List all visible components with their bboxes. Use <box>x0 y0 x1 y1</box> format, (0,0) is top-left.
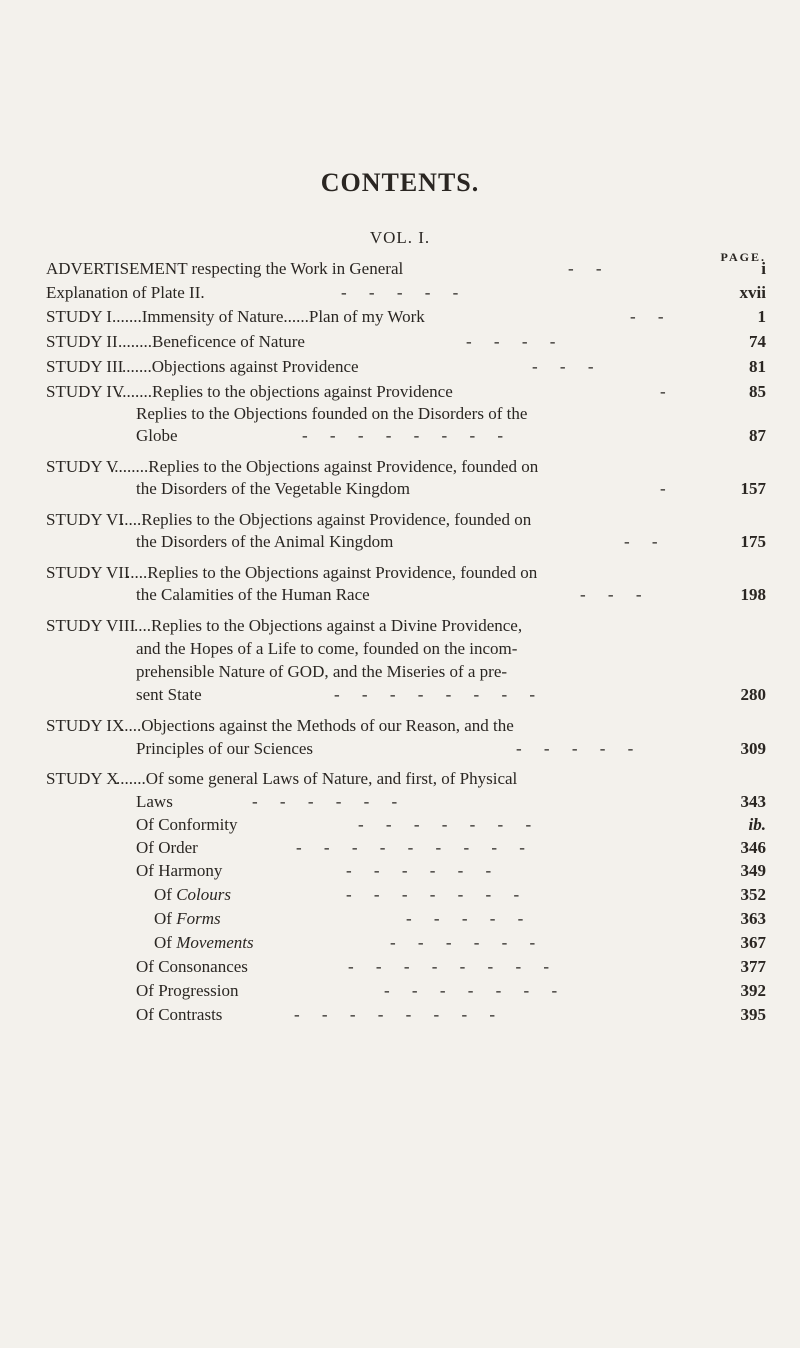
subentry-label <box>154 932 254 953</box>
study-number: STUDY V <box>46 457 119 476</box>
leader-dots: - - - - - - <box>390 933 545 952</box>
subentry-label: Of Contrasts <box>136 1005 223 1024</box>
toc-entry-study-6 <box>46 509 766 555</box>
toc-page-number: ib. <box>748 815 766 834</box>
leader-dots: - - - - <box>466 332 565 351</box>
subentry-prefix: Of <box>154 933 177 952</box>
toc-page-number: 175 <box>740 532 766 551</box>
toc-page-number: 198 <box>740 585 766 604</box>
leader-dots: - <box>660 382 675 401</box>
subentry-label <box>154 884 231 905</box>
leader-dots: - - - - - - - <box>384 981 567 1000</box>
leader-dots: - - - - - - <box>346 861 501 880</box>
entry-line: Globe <box>136 426 178 445</box>
leader-dots: - - <box>568 259 611 278</box>
entry-line: prehensible Nature of GOD, and the Miseries of a pre- <box>136 662 508 681</box>
toc-entry-study-7 <box>46 562 766 608</box>
toc-entry-study-8 <box>46 615 766 707</box>
toc-page-number: 363 <box>740 909 766 928</box>
toc-page-number: 343 <box>740 792 766 811</box>
entry-line: sent State <box>136 685 202 704</box>
leader-dots: - - <box>624 532 667 551</box>
study-number: STUDY IX <box>46 716 125 735</box>
study-number: STUDY II <box>46 332 118 351</box>
subentry-label <box>154 908 221 929</box>
toc-page-number: 352 <box>740 885 766 904</box>
study-title: .....Objections against the Methods of our Reason, and the <box>120 716 514 735</box>
study-number: STUDY X <box>46 769 119 788</box>
leader-dots: - - - - - <box>516 739 643 758</box>
toc-entry-study-10 <box>46 768 766 814</box>
study-title: .......Of some general Laws of Nature, and first, of Physical <box>116 769 518 788</box>
study-number: STUDY VII <box>46 563 130 582</box>
toc-page-number: 81 <box>749 357 766 376</box>
leader-dots: - - - - - - - - <box>334 685 545 704</box>
leader-dots: - - - - - - - <box>346 885 529 904</box>
toc-page-number: 280 <box>740 685 766 704</box>
entry-line: the Calamities of the Human Race <box>136 585 370 604</box>
toc-entry-study-9 <box>46 715 766 761</box>
toc-page-number: xvii <box>739 283 766 302</box>
leader-dots: - - - - - - - - <box>302 426 513 445</box>
subentry-italic: Forms <box>176 909 221 928</box>
toc-page-number: 85 <box>749 382 766 401</box>
toc-page-number: 74 <box>749 332 766 351</box>
study-title: ........Beneficence of Nature <box>118 332 305 351</box>
toc-page-number: 349 <box>740 861 766 880</box>
volume-label: VOL. I. <box>369 228 431 247</box>
leader-dots: - - - - - <box>406 909 533 928</box>
leader-dots: - - <box>630 307 673 326</box>
toc-entry-study-5 <box>46 456 766 502</box>
leader-dots: - <box>660 479 675 498</box>
subentry-prefix: Of <box>154 885 177 904</box>
subentry-italic: Colours <box>176 885 231 904</box>
entry-line: and the Hopes of a Life to come, founded on the incom- <box>136 639 518 658</box>
toc-page-number: 1 <box>757 307 766 326</box>
entry-line: the Disorders of the Vegetable Kingdom <box>136 479 410 498</box>
study-number: STUDY III <box>46 357 124 376</box>
leader-dots: - - - - - <box>341 283 468 302</box>
toc-page-number: i <box>761 259 766 278</box>
toc-page-number: 392 <box>740 981 766 1000</box>
leader-dots: - - - - - - - <box>358 815 541 834</box>
study-title: .......Immensity of Nature......Plan of my Work <box>112 307 425 326</box>
subentry-prefix: Of <box>154 909 177 928</box>
leader-dots: - - - - - - - - <box>294 1005 505 1024</box>
study-title: .....Replies to the Objections against Providence, founded on <box>120 510 532 529</box>
contents-title: CONTENTS. <box>320 168 480 197</box>
toc-page-number: 87 <box>749 426 766 445</box>
leader-dots: - - - - - - - - - <box>296 838 534 857</box>
study-title: .........Replies to the Objections against Providence, founded on <box>110 457 539 476</box>
study-title: ....Replies to the Objections against a Divine Providence, <box>134 616 523 635</box>
toc-entry-label: Explanation of Plate II. <box>46 283 205 302</box>
entry-line: Replies to the Objections founded on the Disorders of the <box>136 404 528 423</box>
toc-page-number: 309 <box>740 739 766 758</box>
page-column-header: PAGE. <box>720 250 766 264</box>
study-number: STUDY IV <box>46 382 125 401</box>
leader-dots: - - - <box>580 585 651 604</box>
subentry-label: Of Progression <box>136 981 239 1000</box>
entry-line: the Disorders of the Animal Kingdom <box>136 532 394 551</box>
study-title: .....Replies to the Objections against Providence, founded on <box>126 563 538 582</box>
leader-dots: - - - - - - <box>252 792 407 811</box>
toc-page-number: 346 <box>740 838 766 857</box>
toc-page-number: 377 <box>740 957 766 976</box>
entry-line: Laws <box>136 792 173 811</box>
subentry-label: Of Harmony <box>136 861 223 880</box>
toc-entry-replies-globe <box>46 403 766 449</box>
study-number: STUDY I <box>46 307 112 326</box>
leader-dots: - - - <box>532 357 603 376</box>
subentry-label: Of Order <box>136 838 198 857</box>
toc-entry-label: ADVERTISEMENT respecting the Work in General <box>46 259 404 278</box>
subentry-label: Of Consonances <box>136 957 248 976</box>
entry-line: Principles of our Sciences <box>136 739 314 758</box>
study-title: ........Replies to the objections against Providence <box>118 382 453 401</box>
study-number: STUDY VI <box>46 510 124 529</box>
study-title: .......Objections against Providence <box>122 357 359 376</box>
study-number: STUDY VIII <box>46 616 136 635</box>
toc-page-number: 157 <box>740 479 766 498</box>
subentry-italic: Movements <box>176 933 254 952</box>
toc-page-number: 395 <box>740 1005 766 1024</box>
toc-page-number: 367 <box>740 933 766 952</box>
leader-dots: - - - - - - - - <box>348 957 559 976</box>
subentry-label: Of Conformity <box>136 815 238 834</box>
